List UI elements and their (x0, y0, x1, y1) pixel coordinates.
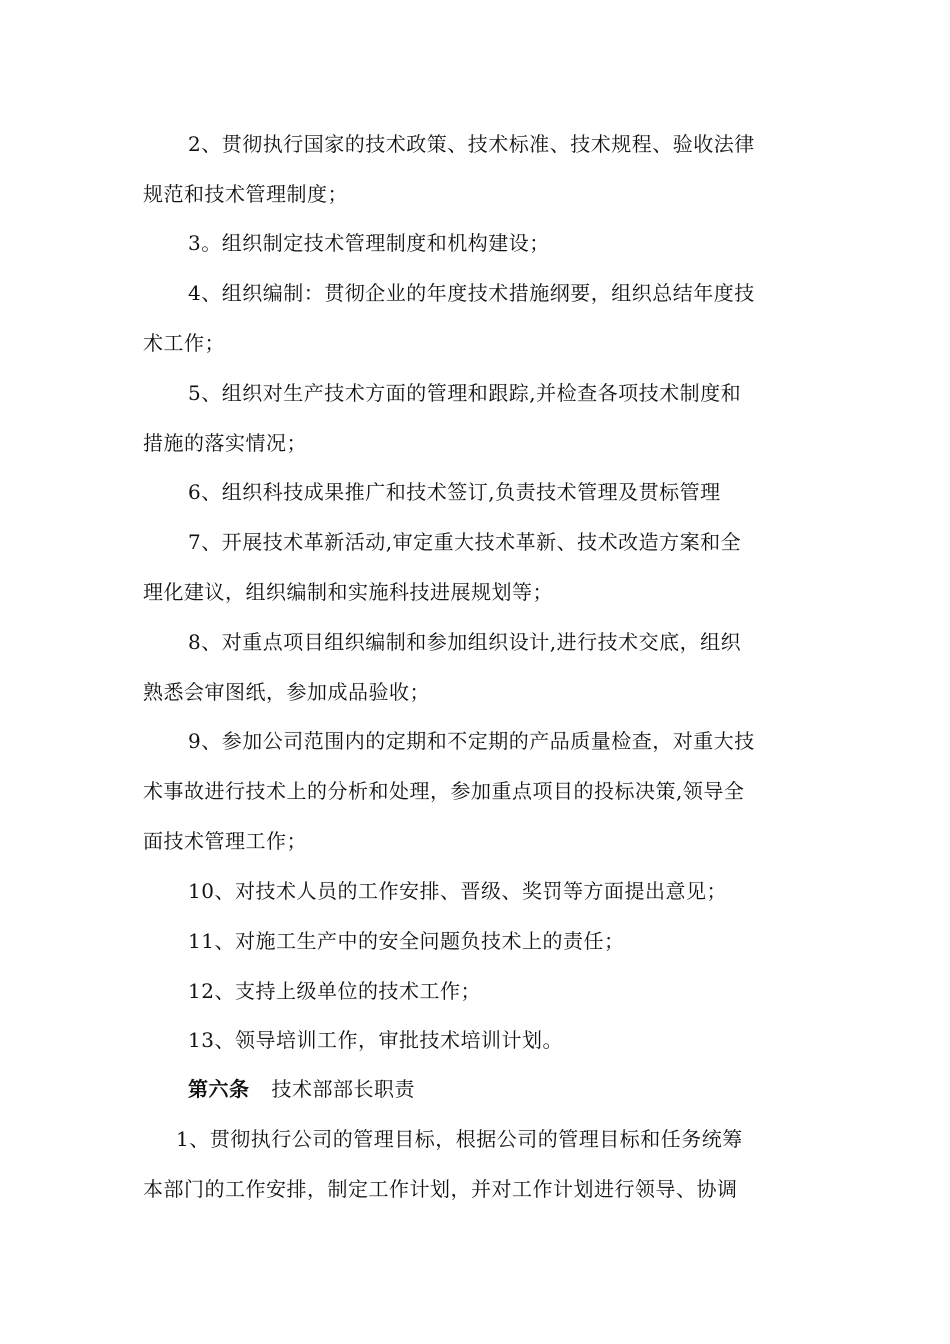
paragraph-line: 规范和技术管理制度； (143, 182, 348, 206)
paragraph-line: 理化建议，组织编制和实施科技进展规划等； (143, 580, 553, 604)
paragraph-item-13 (143, 1015, 813, 1065)
paragraph-line: 措施的落实情况； (143, 431, 307, 455)
paragraph-item-10 (143, 866, 813, 916)
paragraph-line: 4、组织编制：贯彻企业的年度技术措施纲要，组织总结年度技 (188, 281, 755, 305)
paragraph-item-3 (143, 218, 813, 268)
paragraph-duty-1 (143, 1114, 813, 1214)
paragraph-line: 本部门的工作安排，制定工作计划，并对工作计划进行领导、协调 (143, 1177, 738, 1201)
paragraph-item-8 (143, 617, 813, 717)
paragraph-line: 12、支持上级单位的技术工作； (188, 979, 481, 1003)
paragraph-item-7 (143, 517, 813, 617)
paragraph-item-11 (143, 916, 813, 966)
paragraph-line: 熟悉会审图纸，参加成品验收； (143, 680, 430, 704)
section-heading-line (143, 1064, 813, 1114)
paragraph-line: 1、贯彻执行公司的管理目标，根据公司的管理目标和任务统筹 (176, 1127, 743, 1151)
paragraph-line: 7、开展技术革新活动,审定重大技术革新、技术改造方案和全 (188, 530, 742, 554)
paragraph-line: 3。组织制定技术管理制度和机构建设； (188, 231, 550, 255)
paragraph-item-6 (143, 467, 813, 517)
paragraph-item-4 (143, 268, 813, 368)
section-number: 第六条 (188, 1077, 250, 1101)
paragraph-item-9 (143, 716, 813, 866)
paragraph-line: 13、领导培训工作，审批技术培训计划。 (188, 1028, 563, 1052)
paragraph-item-2 (143, 119, 813, 219)
paragraph-line: 2、贯彻执行国家的技术政策、技术标准、技术规程、验收法律 (188, 132, 755, 156)
paragraph-line: 8、对重点项目组织编制和参加组织设计,进行技术交底，组织 (188, 630, 742, 654)
section-heading (143, 1064, 813, 1114)
paragraph-line: 6、组织科技成果推广和技术签订,负责技术管理及贯标管理 (188, 480, 721, 504)
paragraph-line: 10、对技术人员的工作安排、晋级、奖罚等方面提出意见； (188, 879, 727, 903)
paragraph-item-12 (143, 966, 813, 1016)
paragraph-item-5 (143, 368, 813, 468)
paragraph-line: 11、对施工生产中的安全问题负技术上的责任； (188, 929, 625, 953)
paragraph-line: 面技术管理工作； (143, 829, 307, 853)
paragraph-line: 术工作； (143, 331, 225, 355)
paragraph-line: 术事故进行技术上的分析和处理，参加重点项目的投标决策,领导全 (143, 779, 745, 803)
section-title: 技术部部长职责 (271, 1077, 415, 1101)
paragraph-line: 5、组织对生产技术方面的管理和跟踪,并检查各项技术制度和 (188, 381, 742, 405)
paragraph-line: 9、参加公司范围内的定期和不定期的产品质量检查，对重大技 (188, 729, 755, 753)
